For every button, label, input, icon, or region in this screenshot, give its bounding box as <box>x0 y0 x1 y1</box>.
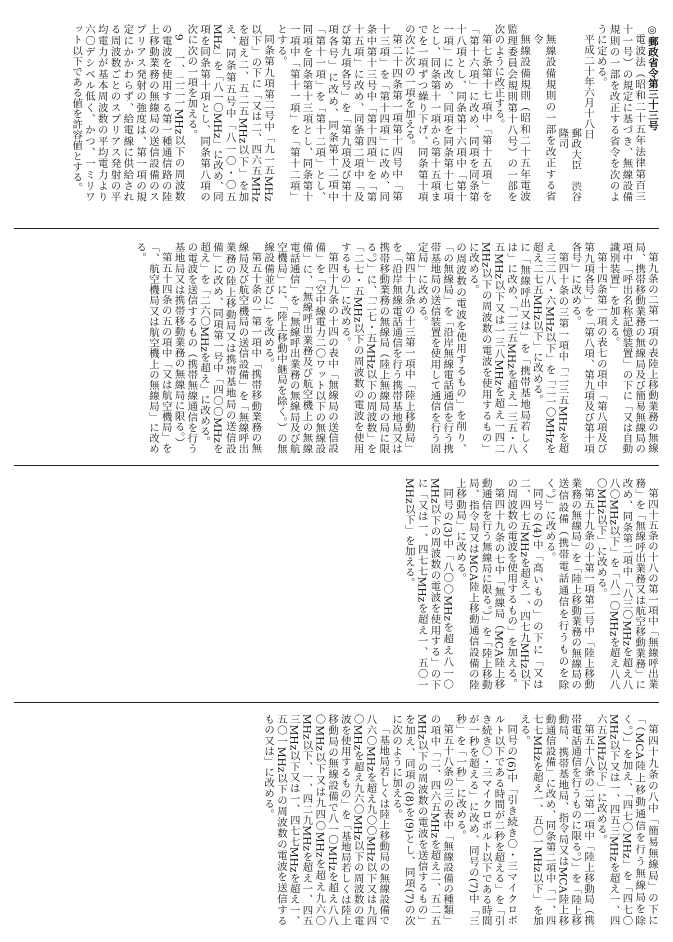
section-divider <box>14 465 659 466</box>
paragraph: 第二十四条第一項第十四号中「第十三項」を「第十四項」に改め、同条中第十三号中「第十四項」を「第十五項」に改め、同条第二項中「及び第九項各号」を「第九項及び第十項各号」に改め、同条第十二項中「第十一項」を「第十二項」とし、同項を同条第十三項とし、同条第十一項中「第十一項」を「第十二項」とする。 <box>274 24 403 202</box>
notice-title: ◎郵政省令第三十三号 <box>646 24 658 132</box>
paragraph: 無線設備規則（昭和二十五年電波監理委員会規則第十八号）の一部を次のように改正する。 <box>492 24 531 202</box>
paragraph: 同号の(4)中「高いもの」の下に「又は二、四七五MHzを超え一、四七九MHz以下の周波数の電波を使用するもの」を加える。 <box>505 478 543 690</box>
paragraph: 第四十九条の十三第一項中「陸上移動局」を「沿岸無線電話通信を行う携帯基地局又は携帯移動業務の無線局（陸上無線局の局に限る。）」に、「二七・五MHz以下の周波数」を「二七・五MHz以下の周波数の電波を使用するもの」に改める。 <box>338 242 415 454</box>
paragraph: 第七条第十七項中「第十五項」を「第十六項」に改め、同項を同条第十八項とし、同条第十六項中「第十一項」に改め、同項を同条第十七項とし、同条第十一項から第十五項までを一項ずつ繰り下げ、同条第十項の次に次の一項を加える。 <box>402 24 492 202</box>
paragraph: 同号の(6)中「引き続き〇・三マイクロボルト以下である時間が二秒を超える」を「引き続き〇・三マイクロボルト以下である時間が一秒を超える」に改め、同号の(7)中「三秒」を「一秒」に改める。 <box>454 714 518 926</box>
paragraph: に「無線呼出又は」を「携帯基地局若しくは」に改め、「一三五MHzを超え一三五・八五MHz以下又は一三八MHzを超え一四二MHz以下の周波数の電波を使用するもの」に改める。 <box>466 242 531 454</box>
paragraph: 第四十条の三第一項中「二三五MHzを超え三二八・六MHz以下」を「二一〇MHzを超え二七五MHz以下」に改める。 <box>530 242 569 454</box>
notice-preamble: 電波法（昭和二十五年法律第百三十一号）の規定に基づき、無線設備規則の一部を改正する省令を次のように定める。 <box>594 24 646 202</box>
paragraph: 同条第九項第二号中「九一五MHz以下」の下に「又は二、四六五MHzを超え二、五二五MHz以下」を加え、同条第五号中「八一〇・〇五MHz」を「八一〇MHz」に改め、同項を同条第十項とし、同条第八項の次に次の一項を加える。 <box>185 24 275 202</box>
paragraph: 第五十九条の十第一項第二号中「陸上移動業務の無線局」を「陸上移動業務の無線局の送信設備（携帯電話通信を行うものを除く。）」に改める。 <box>543 478 595 690</box>
paragraph: 第九条の二第一項の表陸上移動業務の無線局、携帯移動業務の無線局及び簡易無線局の項中「呼出名称記憶装置」の下に「又は自動識別装置」を加える。 <box>607 242 658 454</box>
paragraph: 第五十条の一第一項中「携帯移動業務の無線局及び航空機局の送信設備」を「無線呼出業務の陸上移動局又は携帯基地局の送信設備」に改め、同項第一号中「四〇〇MHzを超え」を「二六〇MHzを超え」に改める。 <box>198 242 262 454</box>
text-section-4 <box>18 714 658 926</box>
text-section-3 <box>18 478 658 690</box>
paragraph: 第四十九条の七中「無線局（MCA陸上移動通信を行う無線局に限る。）」を「陸上移動局、指令局又はMCA陸上移動通信設備の陸上移動局」に改める。 <box>454 478 505 690</box>
paragraph: 「基地局若しくは陸上移動局の無線設備で八六〇MHzを超え九〇〇MHz以下又は九四〇MHzを超え九六〇MHz以下の周波数の電波を使用するもの」を「基地局若しくは陸上移動局の無線設備で八一〇MHzを超え八八〇MHz以下又は九四〇MHzを超え九六〇MHz以下、一、四二九MHzを超え一、四五三MHz以下又は一、四七七MHzを超え一、五〇一MHz以下の周波数の電波を送信するもの又は」に改める。 <box>262 714 390 926</box>
paragraph: の電波を送信するもの（携帯無線通信を行う基地局又は携帯移動業務の無線局に限る。） <box>172 242 198 454</box>
paragraph: 同号の(3)中「八〇〇MHzを超え八一〇MHz以下の周波数の電波を使用する」の下に「又は一、四七七MHzを超え一、五〇一MHz以下」を加える。 <box>402 478 454 690</box>
paragraph: 第十四条第一項の表七の項中「第八項及び第九項各号」を「第八項、第九項及び第十項各号」に改める。 <box>569 242 607 454</box>
notice-signer: 郵政大臣 渋谷 隆司 <box>556 128 582 213</box>
paragraph: 第四十九条の十四の表中「無線局の送信設備」を「空中線電力二〇ワット以下の無線設備」に、「無線呼出業務及び航空機上の無線電話通信」を「無線呼出業務の無線局及び航空機局」に、「陸上移動中継局を除く。）の無線設備並びに」を改める。 <box>262 242 339 454</box>
paragraph: の周波数の電波を使用するもの」を削り、「の無線局」を「沿岸無線電話通信を行う携帯基地局の送信装置を使用して通信を行う固定局」に改める。 <box>415 242 467 454</box>
paragraph: 第四十九条の八中「簡易無線局」の下に「（MCA陸上移動通信を行う無線局を除く。）」を加え、「四七〇MHz」を「四七〇MHz以下又は一、四五三MHzを超え一、四六五MHz以下」に改める。 <box>594 714 658 926</box>
text-section-1 <box>18 24 658 213</box>
section-divider <box>14 228 659 229</box>
notice-date: 平成二十年六月十八日 <box>582 34 595 140</box>
paragraph: 第五十四条の五の項中「又は航空機局」を「、航空機局又は航空機上の無線局」に改める。 <box>134 242 172 454</box>
paragraph: 第五十八条の三の表中「無線設備の種類」の項中「二、四六五MHzを超え二、五二五MHz以下の周波数の電波を送信するもの」を加え、同項の(8)を(9)とし、同項(7)の次に次のように加える。 <box>390 714 454 926</box>
paragraph: 9 一、二二一MHz以下の周波数の電波を使用する第一種通信路の陸上移動業務の無線局の送信設備のスプリアス発射の強度は、第一項の規定にかかわらず、給電線に供給される周波数ごとのスプリアス発射の平均電力が基本周波数の平均電力より六〇デシベル低く、かつ、一ミリワット以下である値を許容値とする。 <box>70 24 185 202</box>
notice-heading: 無線設備規則の一部を改正する省令 <box>530 34 556 202</box>
text-section-2 <box>18 242 658 454</box>
paragraph: 第四十五条の十八の第一項中「無線呼出業務」を「無線呼出業務又は航空移動業務」に改め、同条第二項中「八三〇MHzを超え八八〇MHz以下」を「八一〇MHzを超え八八〇MHz以下」に改める。 <box>594 478 658 690</box>
paragraph: 第五十八条の二第一項中「陸上移動局（携帯電話通信を行うものに限る。）」を「陸上移動局、携帯基地局、指令局又はMCA陸上移動通信設備」に改め、同条第二項中「一、四七七MHzを超え一、五〇一MHz以下」を加える。 <box>518 714 595 926</box>
section-divider <box>14 702 659 703</box>
